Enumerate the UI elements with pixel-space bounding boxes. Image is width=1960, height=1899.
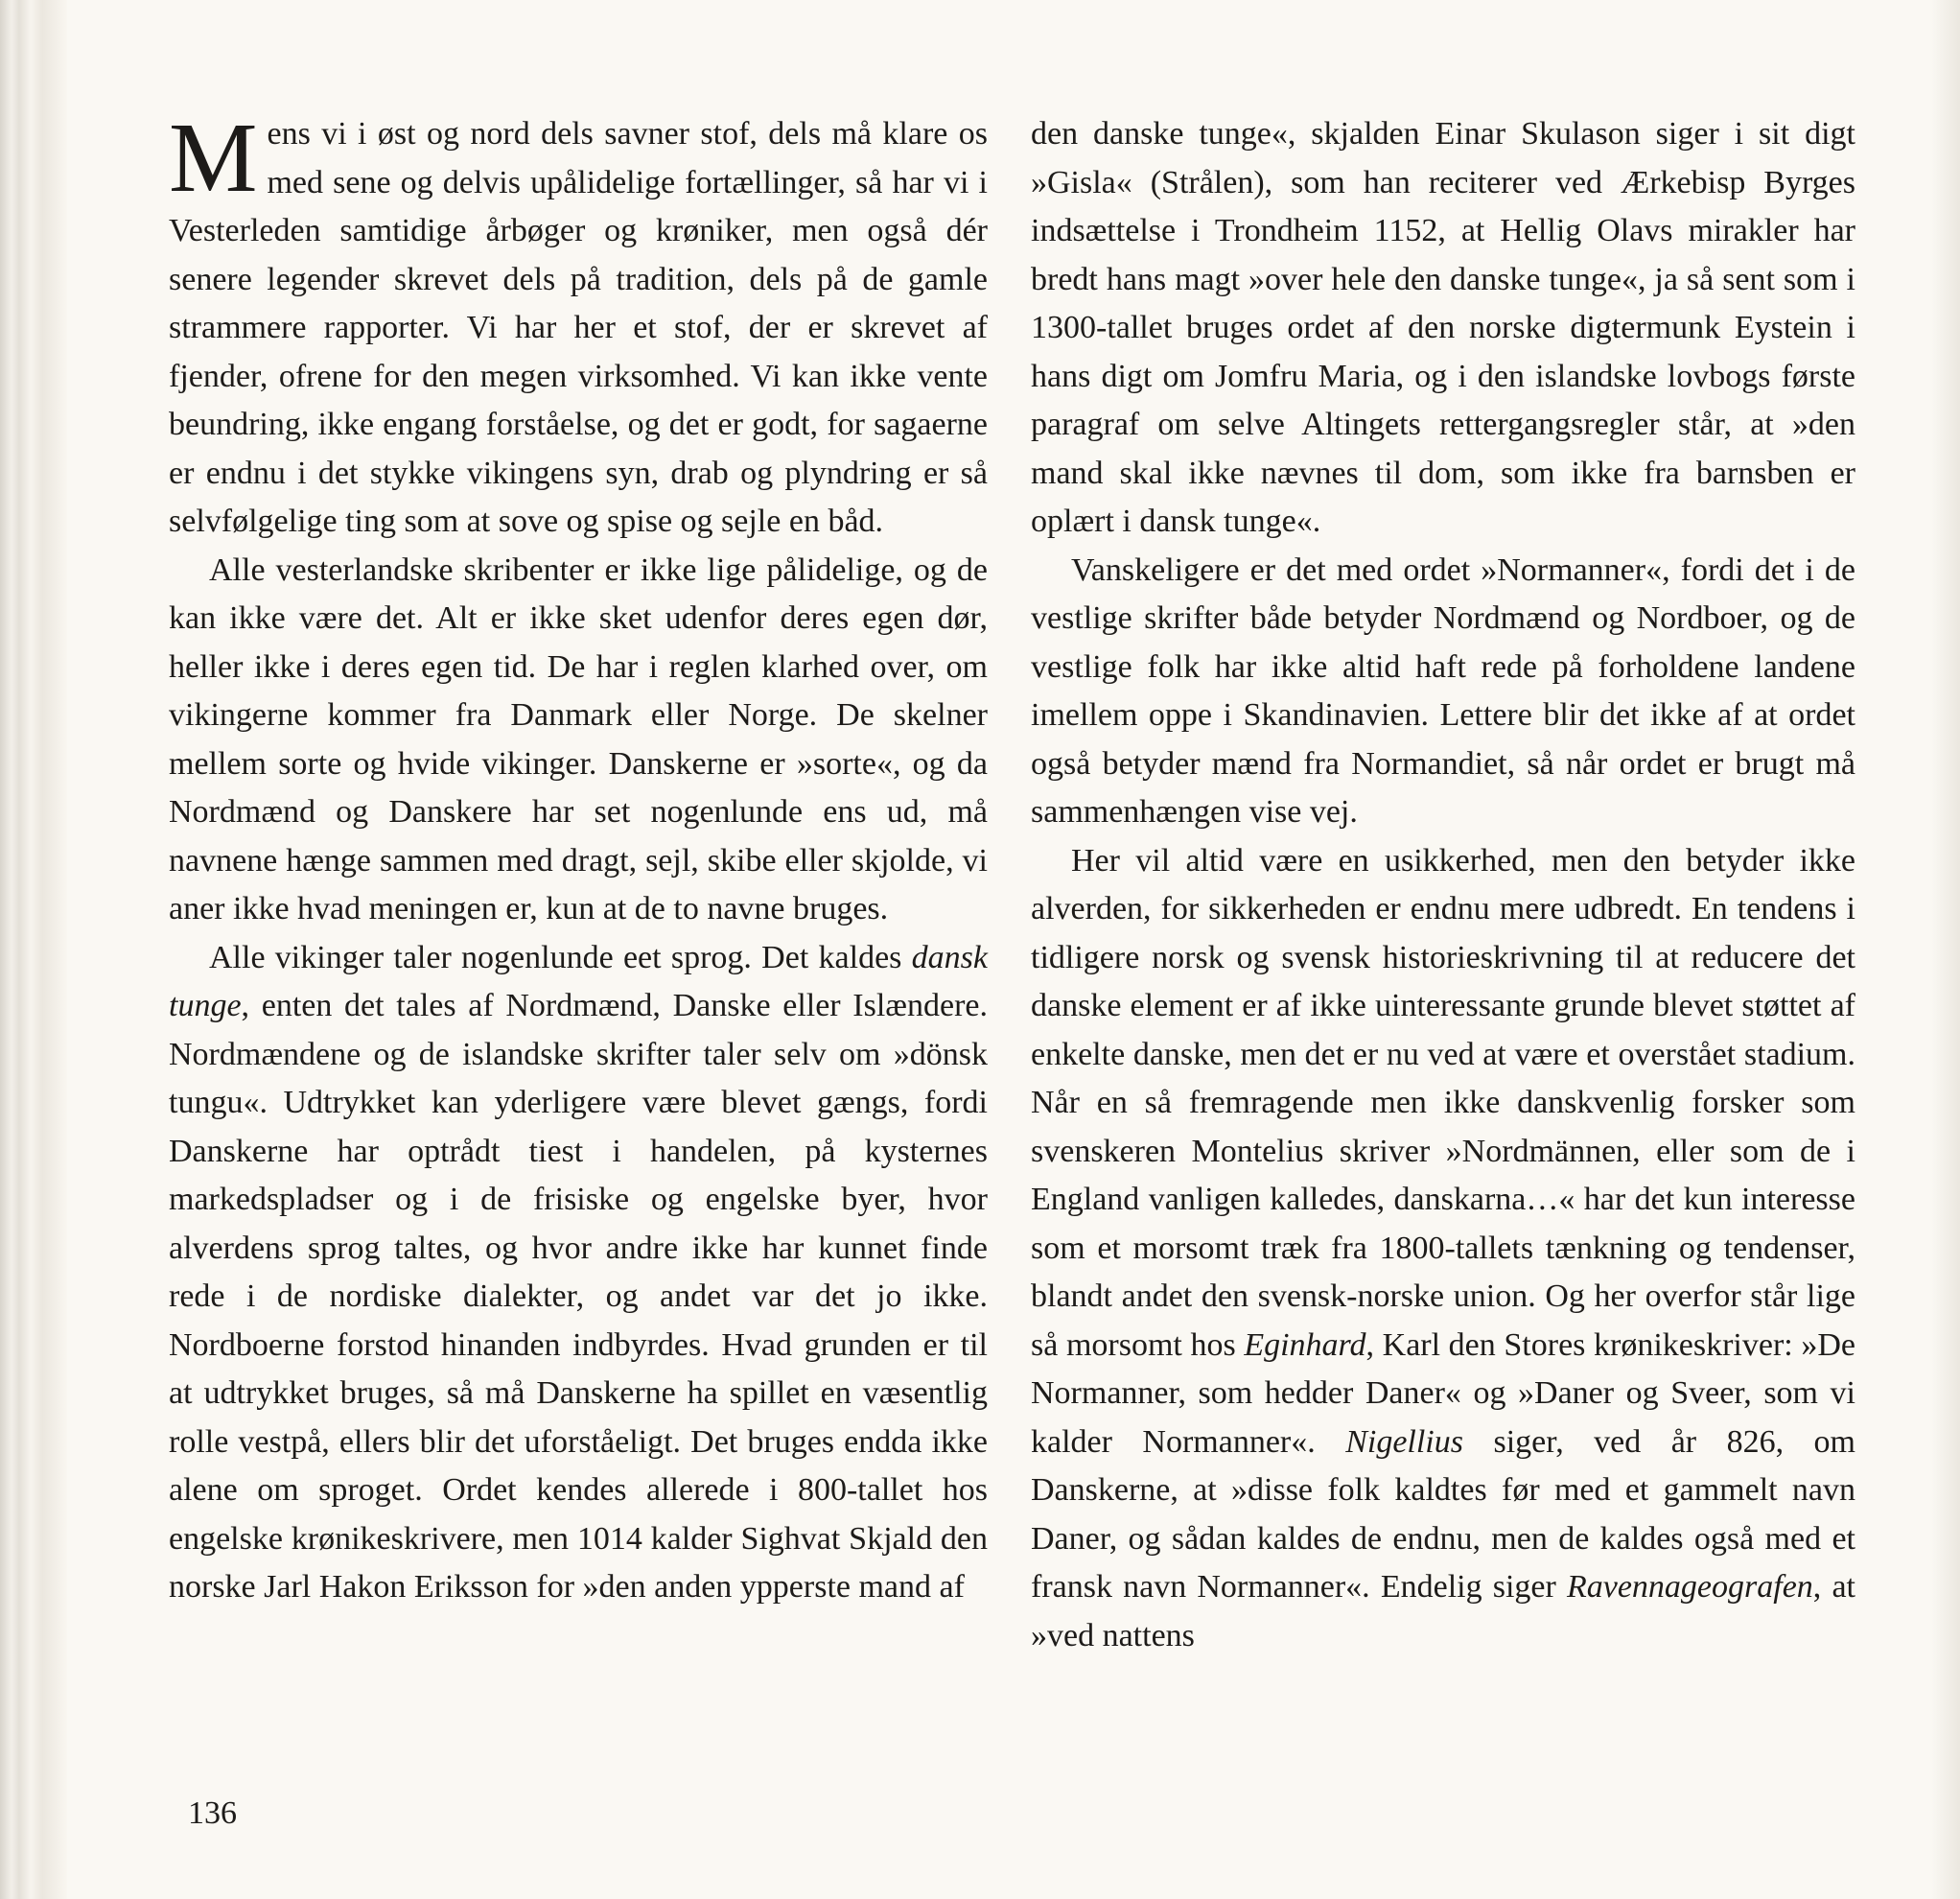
paragraph-text: den danske tunge«, skjalden Einar Skulason siger i sit digt »Gisla« (Strålen), som han reciterer ved Ærkebisp Byrges indsættelse i Trondheim 1152, at Hellig Olavs mirakler har bredt hans magt »over hele den danske tunge«, ja så sent som i 1300-tallet bruges ordet af den norske digtermunk Eystein i hans digt om Jomfru Maria, og i den islandske lovbogs første paragraf om selve Altingets rettergangsregler står, at »den mand skal ikke nævnes til dom, som ikke fra barnsben er oplært i dansk tunge«. bbox=[1031, 116, 1855, 539]
paragraph bbox=[169, 934, 988, 1612]
paragraph-text: Alle vikinger taler nogenlunde eet sprog. Det kaldes bbox=[209, 939, 912, 975]
paragraph bbox=[1031, 837, 1855, 1661]
page-edge-stack bbox=[0, 0, 67, 1899]
italic-term: dansk tunge bbox=[169, 939, 988, 1023]
paragraph-text: , at »ved nattens bbox=[1031, 1569, 1855, 1653]
left-text-column bbox=[169, 103, 988, 1612]
italic-name: Ravennageografen bbox=[1566, 1569, 1813, 1605]
paragraph-text: Vanskeligere er det med ordet »Normanner«, fordi det i de vestlige skrifter både betyder Nordmænd og Nordboer, og de vestlige folk har ikke altid haft rede på forholdene landene imellem oppe i Skandinavien. Lettere blir det ikke af at ordet også betyder mænd fra Normandiet, så når ordet er brugt må sammenhængen vise vej. bbox=[1031, 551, 1855, 830]
paragraph-text: Alle vesterlandske skribenter er ikke lige pålidelige, og de kan ikke være det. Alt er ikke sket udenfor deres egen dør, heller ikke i deres egen tid. De har i reglen klarhed over, om vikingerne kommer fra Danmark eller Norge. De skelner mellem sorte og hvide vikinger. Danskerne er »sorte«, og da Nordmænd og Danskere har set nogenlunde ens ud, må navnene hænge sammen med dragt, sejl, skibe eller skjolde, vi aner ikke hvad meningen er, kun at de to navne bruges. bbox=[169, 551, 988, 926]
paragraph-continued bbox=[1031, 110, 1855, 547]
paragraph-opening bbox=[169, 103, 988, 547]
paragraph-text: Her vil altid være en usikkerhed, men den betyder ikke alverden, for sikkerheden er endnu mere udbredt. En tendens i tidligere norsk og svensk historieskrivning til at reducere det danske element er af ikke uinteressante grunde blevet støttet af enkelte danske, men det er nu ved at være et overstået stadium. Når en så fremragende men ikke danskvenlig forsker som svenskeren Montelius skriver »Nordmännen, eller som de i England vanligen kalledes, danskarna…« har det kun interesse som et morsomt træk fra 1800-tallets tænkning og tendenser, blandt andet den svensk-norske union. Og her overfor står lige så morsomt hos bbox=[1031, 842, 1855, 1363]
paragraph-text: ens vi i øst og nord dels savner stof, dels må klare os med sene og delvis upålidelige fortællinger, så har vi i Vesterleden samtidige årbøger og krøniker, men også dér senere legender skrevet dels på tradition, dels på de gamle strammere rapporter. Vi har her et stof, der er skrevet af fjender, ofrene for den megen virksomhed. Vi kan ikke vente beundring, ikke engang forståelse, og det er godt, for sagaerne er endnu i det stykke vikingens syn, drab og plyndring er så selvfølgelige ting som at sove og spise og sejle en båd. bbox=[169, 116, 988, 539]
paragraph-text: , Karl den Stores krønikeskriver: »De Normanner, som hedder Daner« og »Daner og Sveer, som vi kalder Normanner«. bbox=[1031, 1326, 1855, 1460]
gutter-shadow bbox=[1931, 0, 1960, 1899]
paragraph bbox=[169, 547, 988, 934]
right-text-column bbox=[1031, 110, 1855, 1660]
drop-cap: M bbox=[169, 103, 258, 213]
paragraph bbox=[1031, 547, 1855, 837]
page-number: 136 bbox=[188, 1795, 237, 1831]
paragraph-text: , enten det tales af Nordmænd, Danske eller Islændere. Nordmændene og de islandske skrifter taler selv om »dönsk tungu«. Udtrykket kan yderligere være blevet gængs, fordi Danskerne har optrådt tiest i handelen, på kysternes markedspladser og i de frisiske og engelske byer, hvor alverdens sprog taltes, og hvor andre ikke har kunnet finde rede i de nordiske dialekter, og andet var det jo ikke. Nordboerne forstod hinanden indbyrdes. Hvad grunden er til at udtrykket bruges, så må Danskerne ha spillet en væsentlig rolle vestpå, ellers blir det uforståeligt. Det bruges endda ikke alene om sproget. Ordet kendes allerede i 800-tallet hos engelske krønikeskrivere, men 1014 kalder Sighvat Skjald den norske Jarl Hakon Eriksson for »den anden ypperste mand af bbox=[169, 988, 988, 1605]
italic-name: Eginhard bbox=[1244, 1326, 1366, 1363]
italic-name: Nigellius bbox=[1345, 1423, 1463, 1460]
paragraph-text: siger, ved år 826, om Danskerne, at »disse folk kaldtes før med et gammelt navn Daner, og sådan kaldes de endnu, men de kaldes også med et fransk navn Normanner«. Endelig siger bbox=[1031, 1423, 1855, 1605]
